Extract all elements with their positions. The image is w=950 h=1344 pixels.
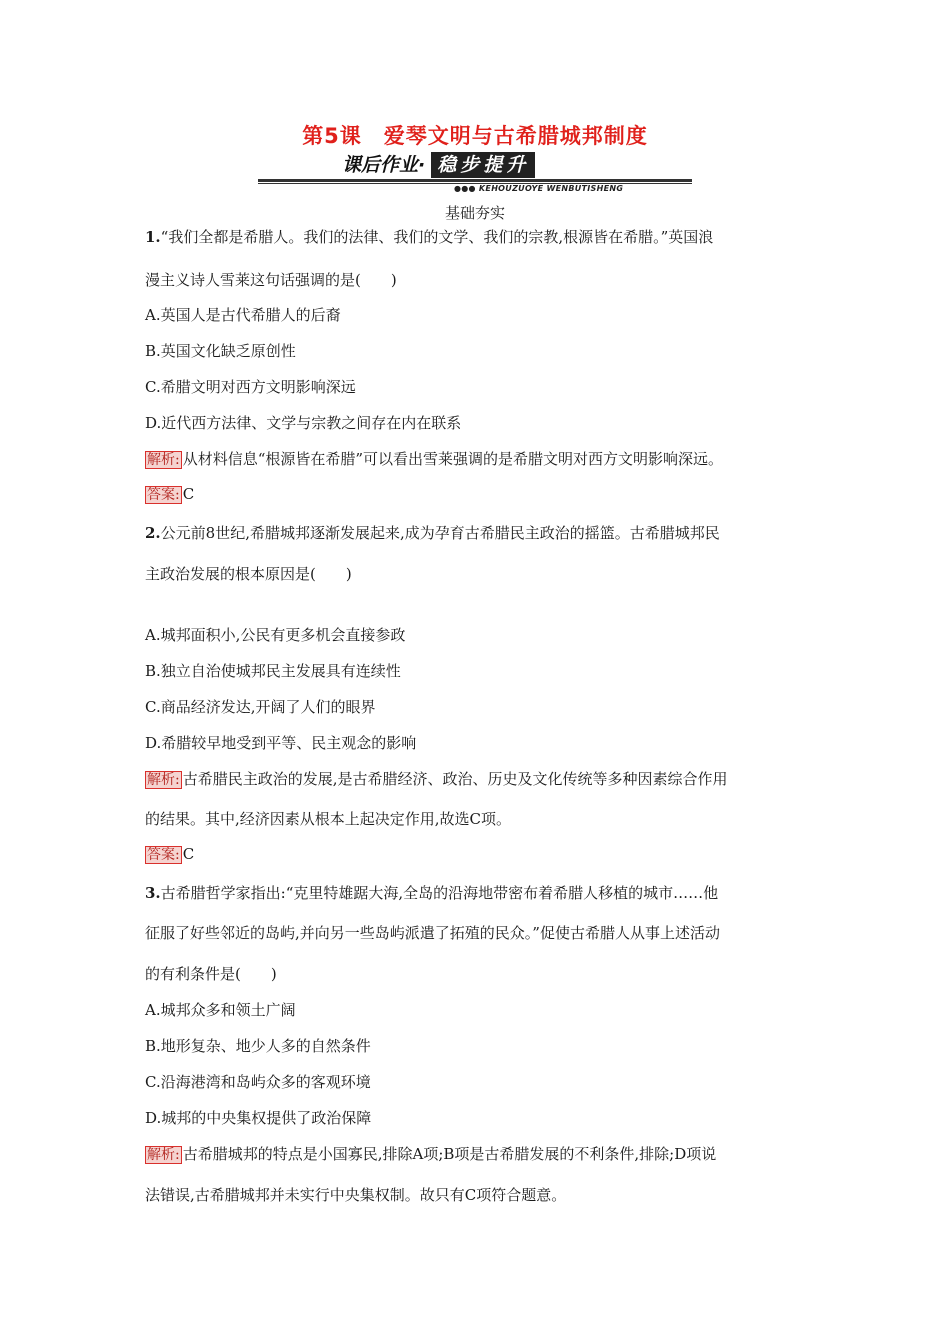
question-3-option-a: A.城邦众多和领土广阔 (145, 1001, 296, 1019)
question-1-stem (145, 226, 713, 247)
question-1-stem-cont: 漫主义诗人雪莱这句话强调的是( ) (145, 271, 397, 289)
question-3-option-b: B.地形复杂、地少人多的自然条件 (145, 1037, 371, 1055)
answer-tag: 答案: (147, 487, 180, 503)
question-3-analysis (145, 1143, 716, 1164)
banner-prefix: 课后作业· (342, 154, 426, 176)
section-heading: 基础夯实 (444, 204, 505, 222)
question-3-stem-cont: 的有利条件是( ) (145, 965, 277, 983)
question-number: 2. (145, 524, 161, 542)
question-1-option-b: B.英国文化缺乏原创性 (145, 342, 296, 360)
analysis-text: 从材料信息“根源皆在希腊”可以看出雪莱强调的是希腊文明对西方文明影响深远。 (182, 450, 724, 468)
analysis-tag: 解析: (147, 1147, 180, 1163)
question-3-stem (145, 882, 718, 903)
banner-rule (258, 179, 692, 182)
question-2-stem (145, 522, 720, 543)
question-1-answer (145, 485, 194, 504)
question-2-analysis-cont: 的结果。其中,经济因素从根本上起决定作用,故选C项。 (145, 810, 512, 828)
question-2-option-d: D.希腊较早地受到平等、民主观念的影响 (145, 734, 417, 752)
banner-highlight: 稳步提升 (431, 152, 535, 178)
question-2-answer (145, 845, 194, 864)
answer-value: C (182, 845, 195, 863)
banner-subtitle: ●●● KEHOUZUOYE WENBUTISHENG (454, 184, 624, 193)
question-2-option-c: C.商品经济发达,开阔了人们的眼界 (145, 698, 376, 716)
stem-line: 古希腊哲学家指出:“克里特雄踞大海,全岛的沿海地带密布着希腊人移植的城市……他 (160, 884, 719, 902)
question-number: 1. (145, 228, 161, 246)
stem-line: 公元前8世纪,希腊城邦逐渐发展起来,成为孕育古希腊民主政治的摇篮。古希腊城邦民 (160, 524, 720, 542)
answer-value: C (182, 485, 195, 503)
question-3-option-d: D.城邦的中央集权提供了政治保障 (145, 1109, 372, 1127)
question-1-option-c: C.希腊文明对西方文明影响深远 (145, 378, 356, 396)
analysis-tag: 解析: (147, 772, 180, 788)
question-2-option-a: A.城邦面积小,公民有更多机会直接参政 (145, 626, 406, 644)
analysis-text: 古希腊民主政治的发展,是古希腊经济、政治、历史及文化传统等多种因素综合作用 (182, 770, 728, 788)
analysis-text: 古希腊城邦的特点是小国寡民,排除A项;B项是古希腊发展的不利条件,排除;D项说 (182, 1145, 717, 1163)
question-number: 3. (145, 884, 161, 902)
question-3-stem-cont: 征服了好些邻近的岛屿,并向另一些岛屿派遣了拓殖的民众。”促使古希腊人从事上述活动 (145, 924, 720, 942)
question-3-analysis-cont: 法错误,古希腊城邦并未实行中央集权制。故只有C项符合题意。 (145, 1186, 567, 1204)
question-3-option-c: C.沿海港湾和岛屿众多的客观环境 (145, 1073, 371, 1091)
banner-text (342, 152, 535, 178)
question-2-stem-cont: 主政治发展的根本原因是( ) (145, 565, 352, 583)
question-1-option-d: D.近代西方法律、文学与宗教之间存在内在联系 (145, 414, 462, 432)
question-1-option-a: A.英国人是古代希腊人的后裔 (145, 306, 341, 324)
question-1-analysis (145, 448, 723, 469)
answer-tag: 答案: (147, 847, 180, 863)
question-2-option-b: B.独立自治使城邦民主发展具有连续性 (145, 662, 401, 680)
homework-banner (258, 152, 692, 194)
stem-line: “我们全都是希腊人。我们的法律、我们的文学、我们的宗教,根源皆在希腊。”英国浪 (160, 228, 714, 246)
question-2-analysis (145, 768, 728, 789)
analysis-tag: 解析: (147, 452, 180, 468)
lesson-title: 第5课 爱琴文明与古希腊城邦制度 (302, 124, 648, 148)
